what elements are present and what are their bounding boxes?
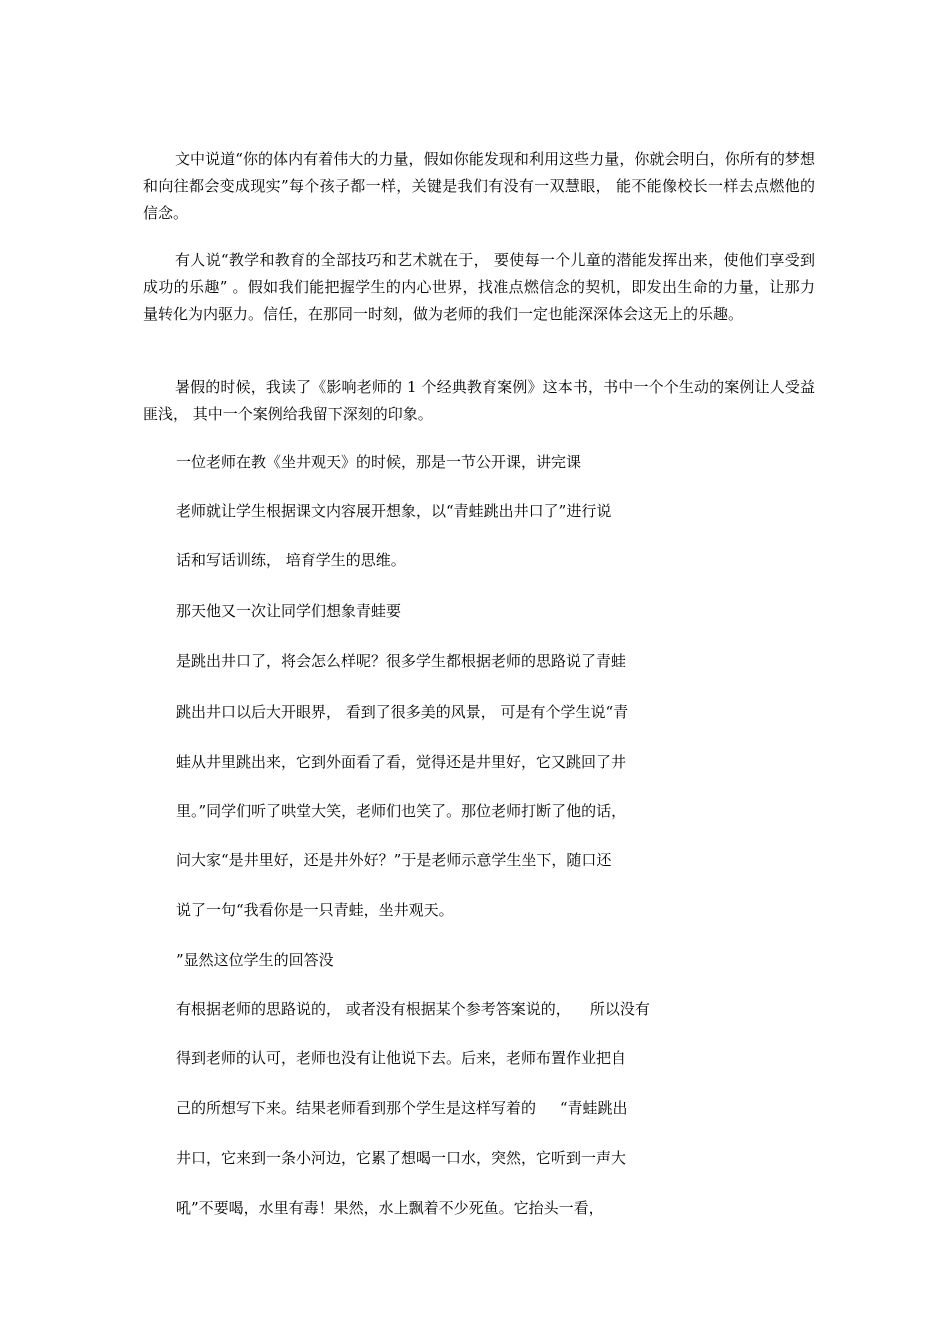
text-line-8: 里。”同学们听了哄堂大笑，老师们也笑了。那位老师打断了他的话，: [176, 802, 627, 820]
text-line-3: 话和写话训练， 培育学生的思维。: [176, 551, 406, 569]
text-line-4: 那天他又一次让同学们想象青蛙要: [176, 602, 402, 620]
text-line-13: 得到老师的认可，老师也没有让他说下去。后来，老师布置作业把自: [176, 1049, 627, 1067]
text-line-11: ”显然这位学生的回答没: [176, 951, 334, 969]
paragraph-2: 有人说“教学和教育的全部技巧和艺术就在于， 要使每一个儿童的潜能发挥出来，使他们享受到成功的乐趣” 。假如我们能把握学生的内心世界，找准点燃信念的契机，即发出生命的力量，让那力量转化为内驱力。信任，在那同一时刻，做为老师的我们一定也能深深体会这无上的乐趣。: [143, 251, 815, 323]
text-line-7: 蛙从井里跳出来，它到外面看了看，觉得还是井里好，它又跳回了井: [176, 753, 627, 771]
text-line-6: 跳出井口以后大开眼界， 看到了很多美的风景， 可是有个学生说“青: [176, 703, 629, 721]
text-line-2: 老师就让学生根据课文内容展开想象，以“青蛙跳出井口了”进行说: [176, 502, 612, 520]
text-line-10: 说了一句“我看你是一只青蛙，坐井观天。: [176, 901, 454, 919]
text-line-12: 有根据老师的思路说的， 或者没有根据某个参考答案说的， 所以没有: [176, 1000, 650, 1018]
text-line-14: 己的所想写下来。结果老师看到那个学生是这样写着的 “青蛙跳出: [176, 1099, 628, 1117]
text-line-9: 问大家“是井里好，还是井外好？”于是老师示意学生坐下，随口还: [176, 851, 612, 869]
text-line-5: 是跳出井口了，将会怎么样呢？很多学生都根据老师的思路说了青蛙: [176, 652, 627, 670]
text-line-1: 一位老师在教《坐井观天》的时候，那是一节公开课，讲完课: [176, 453, 582, 471]
text-line-15: 井口，它来到一条小河边，它累了想喝一口水，突然，它听到一声大: [176, 1149, 627, 1167]
paragraph-3: 暑假的时候，我读了《影响老师的 1 个经典教育案例》这本书，书中一个个生动的案例让人受益匪浅， 其中一个案例给我留下深刻的印象。: [143, 378, 815, 423]
paragraph-1: 文中说道“你的体内有着伟大的力量，假如你能发现和利用这些力量，你就会明白，你所有的梦想和向往都会变成现实”每个孩子都一样，关键是我们有没有一双慧眼， 能不能像校长一样去点燃他的信念。: [143, 150, 815, 222]
text-line-16: 吼”不要喝，水里有毒！果然，水上飘着不少死鱼。它抬头一看，: [176, 1199, 604, 1217]
